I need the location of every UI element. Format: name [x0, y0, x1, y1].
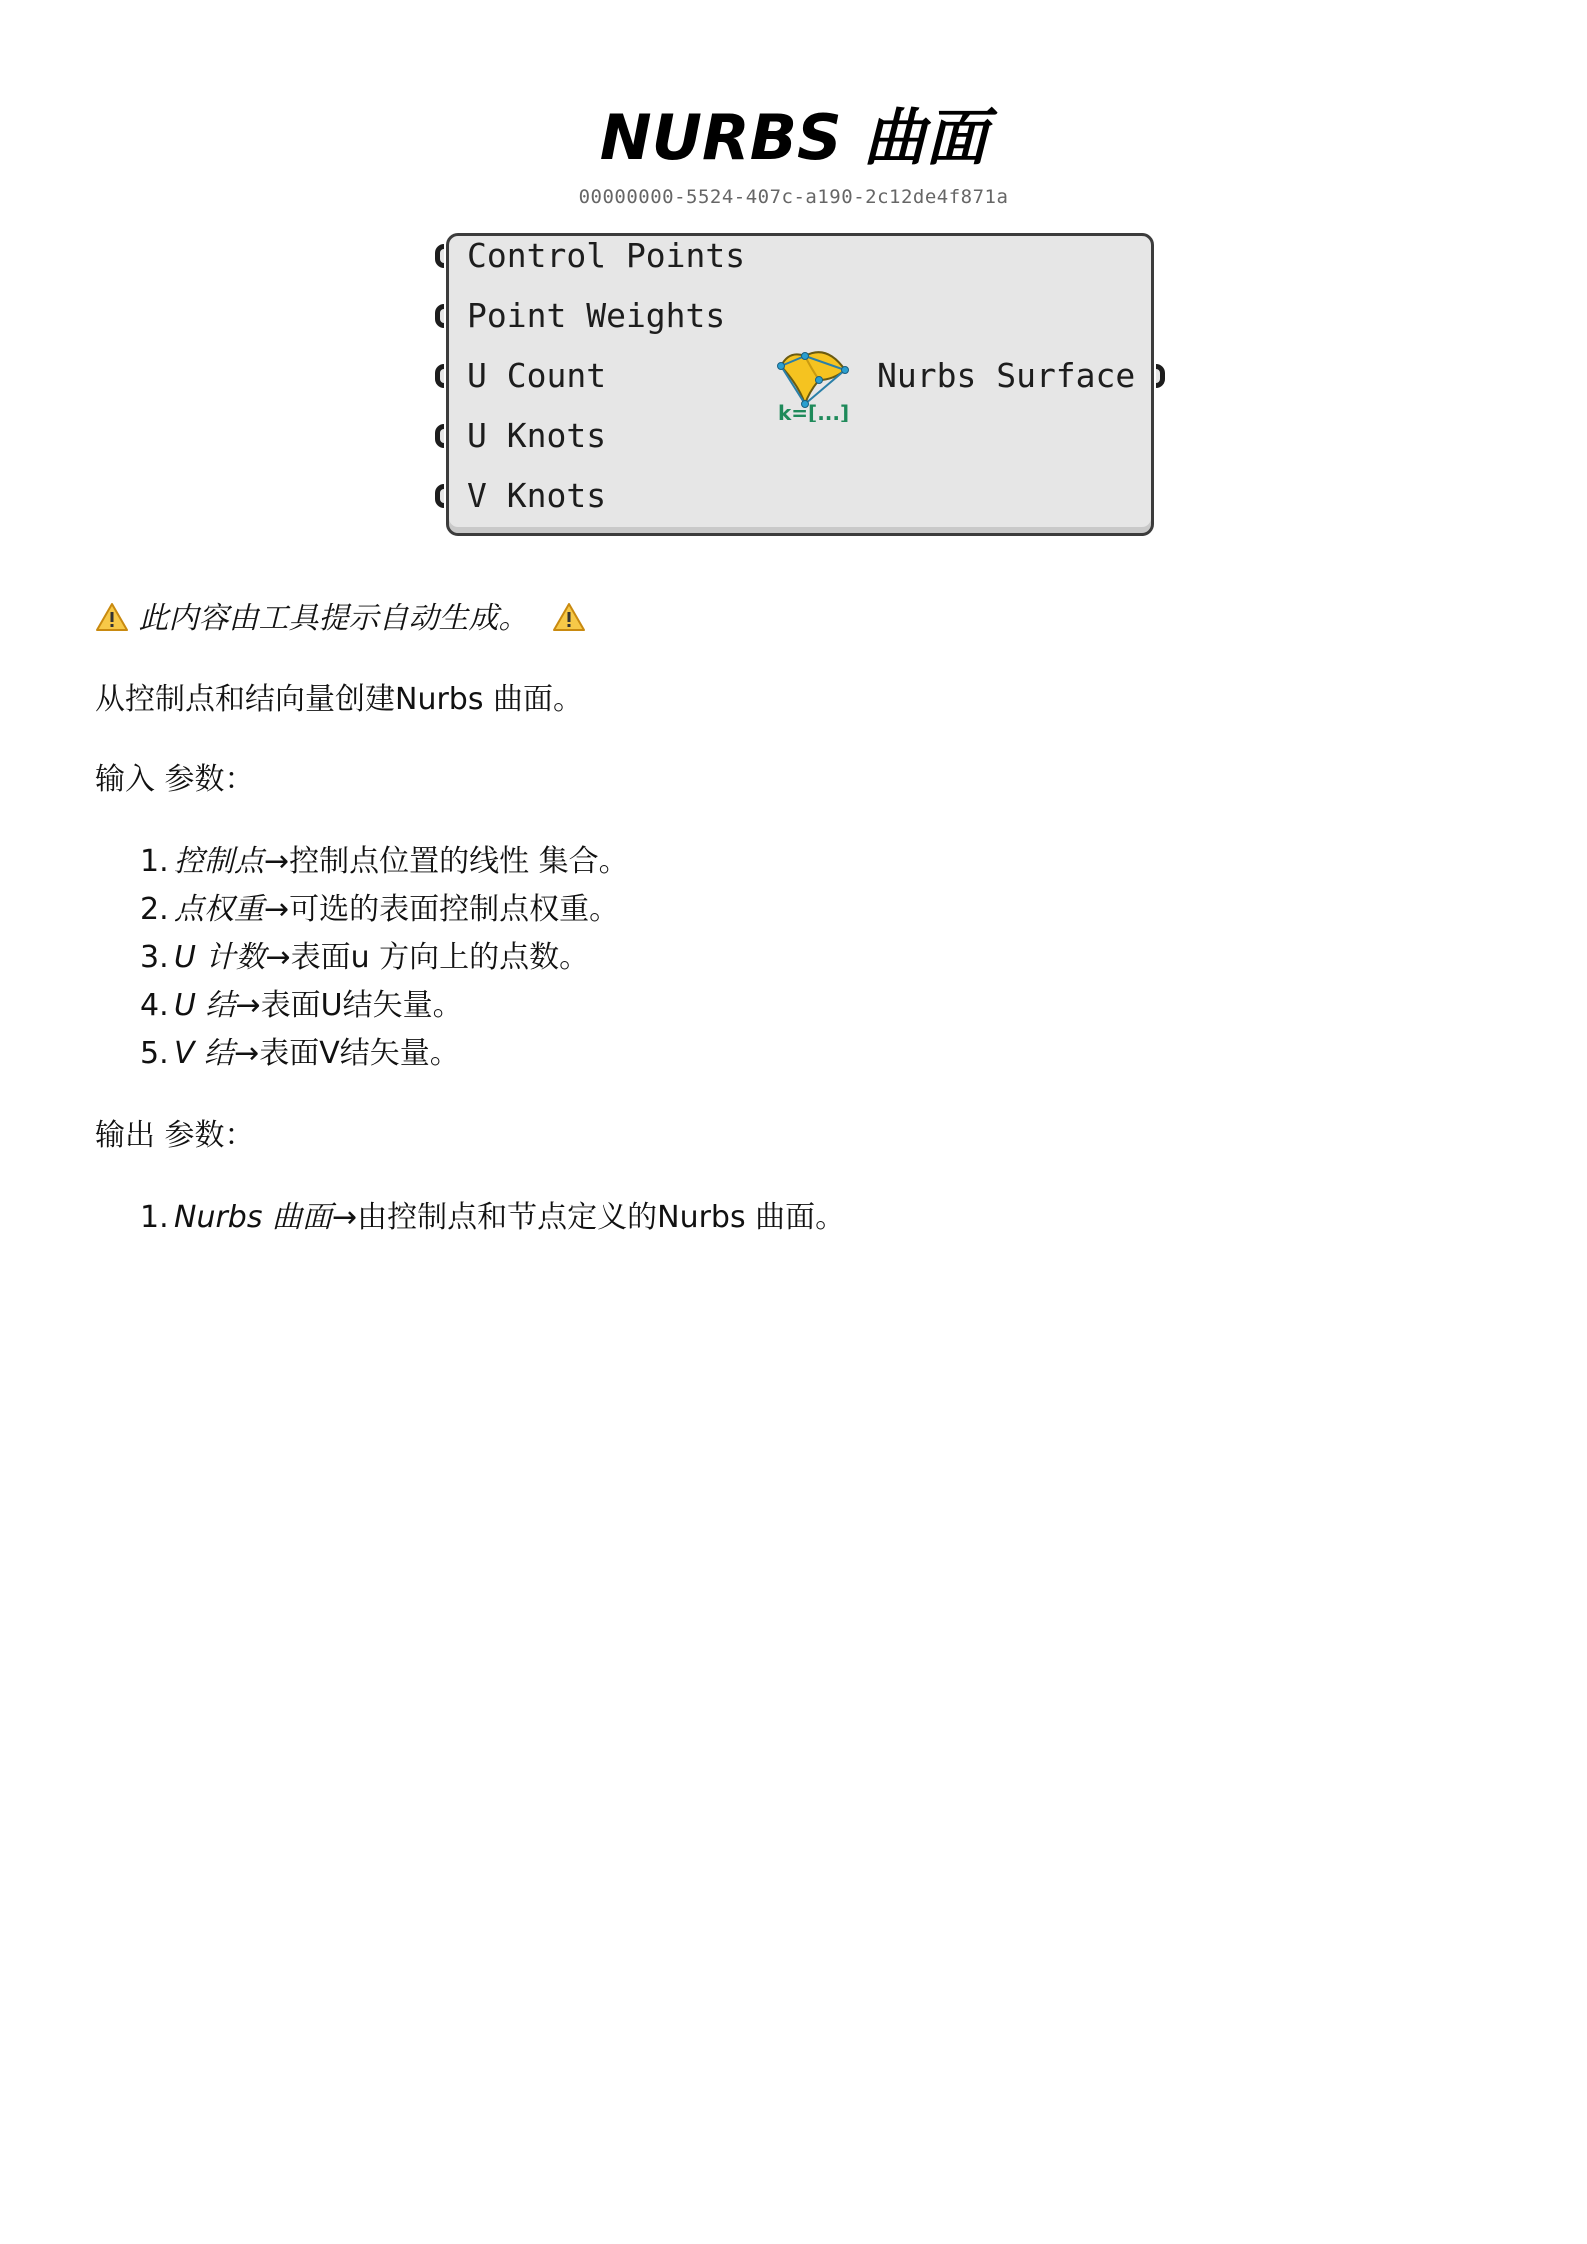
component-guid: 00000000-5524-407c-a190-2c12de4f871a — [578, 186, 1009, 208]
input-param-control-points: Control Points — [467, 236, 746, 275]
nurbs-surface-icon — [775, 346, 849, 422]
input-heading: 输入 参数： — [95, 762, 255, 797]
input-grip-v-knots[interactable] — [435, 484, 453, 508]
list-item: 2. 点权重→可选的表面控制点权重。 — [140, 892, 620, 927]
input-param-u-count: U Count — [467, 356, 607, 395]
auto-generated-warning — [95, 597, 586, 641]
warning-icon — [552, 602, 586, 632]
list-item: 1. Nurbs 曲面→由控制点和节点定义的Nurbs 曲面。 — [140, 1200, 846, 1235]
output-list — [140, 1194, 845, 1242]
input-param-v-knots: V Knots — [467, 476, 607, 515]
description: 从控制点和结向量创建Nurbs 曲面。 — [95, 682, 583, 717]
list-item: 4. U 结→表面U结矢量。 — [140, 988, 463, 1023]
input-grip-u-count[interactable] — [435, 364, 453, 388]
input-param-point-weights: Point Weights — [467, 296, 726, 335]
list-item: 3. U 计数→表面u 方向上的点数。 — [140, 940, 590, 975]
input-list — [140, 838, 629, 1078]
input-param-u-knots: U Knots — [467, 416, 607, 455]
list-item: 1. 控制点→控制点位置的线性 集合。 — [140, 844, 629, 879]
output-param-nurbs-surface: Nurbs Surface — [877, 356, 1136, 395]
input-grip-u-knots[interactable] — [435, 424, 453, 448]
input-grip-control-points[interactable] — [435, 244, 453, 268]
grasshopper-component[interactable] — [446, 233, 1154, 536]
warning-text: 此内容由工具提示自动生成。 — [138, 601, 529, 636]
output-heading: 输出 参数： — [95, 1118, 255, 1153]
warning-icon — [95, 602, 129, 632]
icon-label: k=[...] — [778, 401, 849, 422]
input-grip-point-weights[interactable] — [435, 304, 453, 328]
page-title: NURBS 曲面 — [599, 101, 988, 174]
list-item: 5. V 结→表面V结矢量。 — [140, 1036, 460, 1071]
output-grip-nurbs-surface[interactable] — [1147, 364, 1165, 388]
